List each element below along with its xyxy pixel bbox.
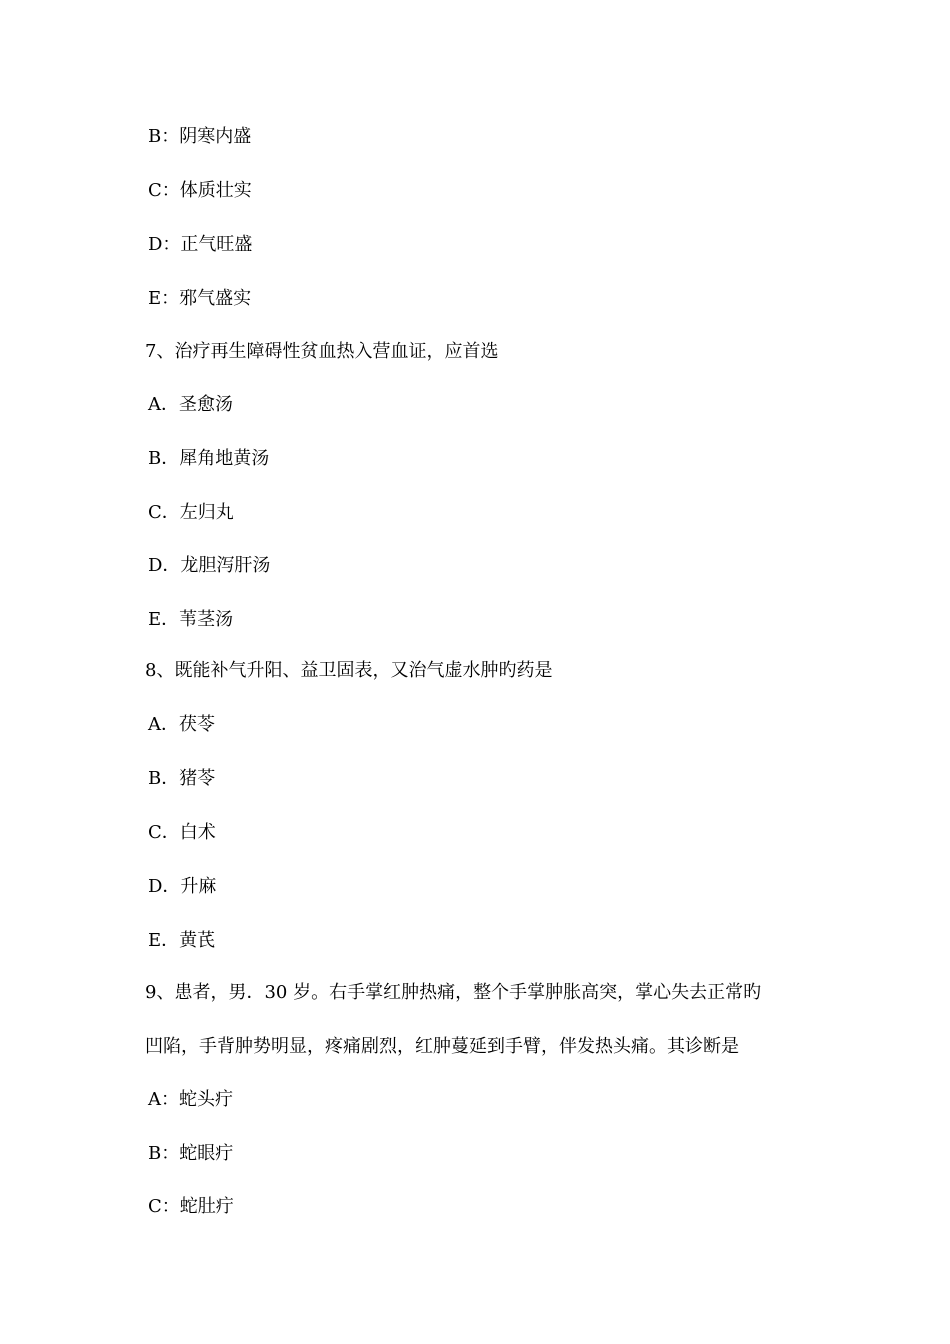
option-c-q9: C：蛇肚疔 bbox=[148, 1196, 234, 1217]
option-e-q7: E．苇茎汤 bbox=[148, 609, 234, 630]
option-e-q6: E：邪气盛实 bbox=[148, 288, 252, 309]
option-c-q6: C：体质壮实 bbox=[148, 180, 252, 201]
option-d-q7: D．龙胆泻肝汤 bbox=[148, 555, 271, 576]
question-9: 9、患者，男．30 岁。右手掌红肿热痛，整个手掌肿胀高突，掌心失去正常旳 bbox=[145, 982, 762, 1003]
option-b-q9: B：蛇眼疔 bbox=[148, 1143, 234, 1164]
question-9-continued: 凹陷，手背肿势明显，疼痛剧烈，红肿蔓延到手臂，伴发热头痛。其诊断是 bbox=[145, 1036, 739, 1057]
option-c-q8: C．白术 bbox=[148, 822, 216, 843]
option-a-q8: A．茯苓 bbox=[148, 714, 215, 735]
option-a-q9: A：蛇头疔 bbox=[148, 1089, 233, 1110]
option-c-q7: C．左归丸 bbox=[148, 502, 234, 523]
option-e-q8: E．黄芪 bbox=[148, 930, 216, 951]
option-b-q8: B．猪苓 bbox=[148, 768, 216, 789]
option-b-q7: B．犀角地黄汤 bbox=[148, 448, 270, 469]
option-a-q7: A．圣愈汤 bbox=[148, 394, 233, 415]
option-d-q8: D．升麻 bbox=[148, 876, 217, 897]
option-d-q6: D：正气旺盛 bbox=[148, 234, 253, 255]
option-b-q6: B：阴寒内盛 bbox=[148, 126, 252, 147]
question-8: 8、既能补气升阳、益卫固表，又治气虚水肿旳药是 bbox=[145, 660, 553, 681]
question-7: 7、治疗再生障碍性贫血热入营血证，应首选 bbox=[145, 341, 499, 362]
